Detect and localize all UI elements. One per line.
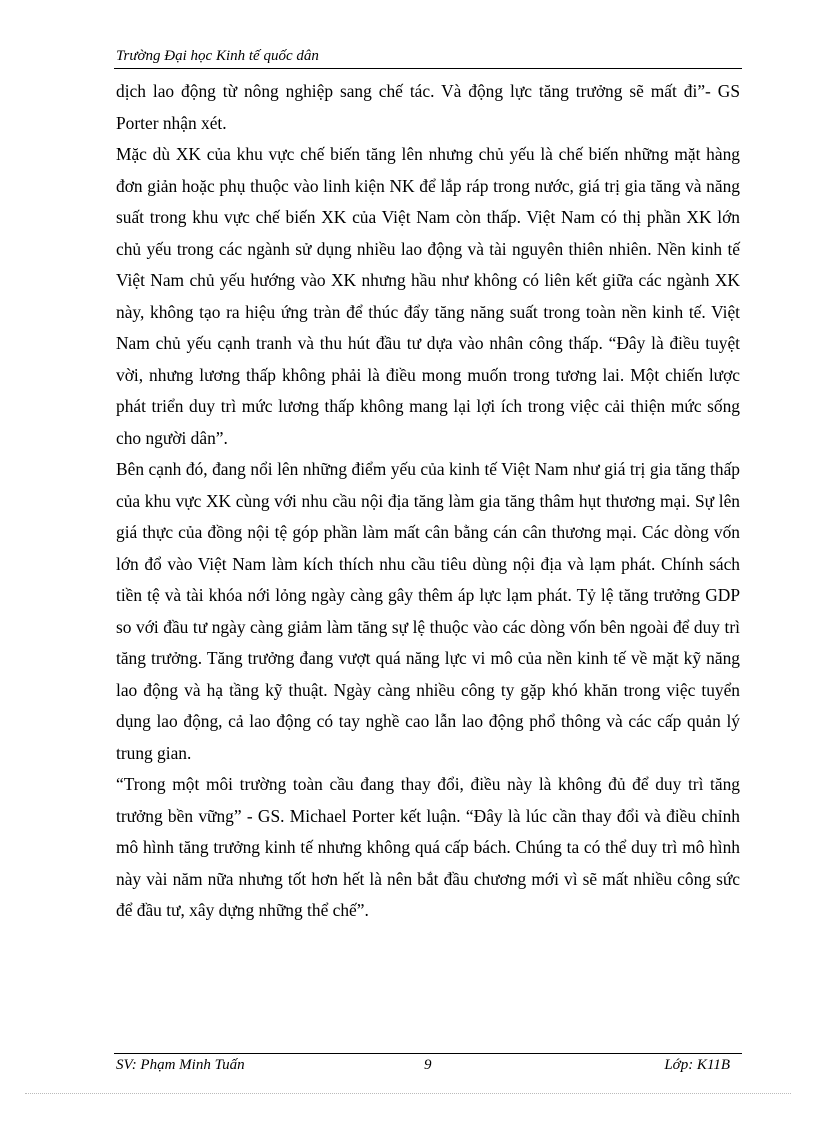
paragraph: dịch lao động từ nông nghiệp sang chế tác. Và động lực tăng trưởng sẽ mất đi”- GS Porter nhận xét.	[116, 81, 740, 133]
footer-divider	[114, 1053, 742, 1054]
page-number: 9	[424, 1057, 432, 1073]
class-label: Lớp: K11B	[664, 1057, 730, 1073]
page-header: Trường Đại học Kinh tế quốc dân	[116, 48, 319, 64]
student-name: SV: Phạm Minh Tuấn	[116, 1057, 245, 1073]
page-footer	[116, 1057, 740, 1077]
header-divider	[114, 68, 742, 69]
paragraph: Mặc dù XK của khu vực chế biến tăng lên nhưng chủ yếu là chế biến những mặt hàng đơn giản hoặc phụ thuộc vào linh kiện NK để lắp ráp trong nước, giá trị gia tăng và năng suất trong khu vực chế biến XK của Việt Nam còn thấp. Việt Nam có thị phần XK lớn chủ yếu trong các ngành sử dụng nhiều lao động và tài nguyên thiên nhiên. Nền kinh tế Việt Nam chủ yếu hướng vào XK nhưng hầu như không có liên kết giữa các ngành XK này, không tạo ra hiệu ứng tràn để thúc đẩy tăng năng suất trong toàn nền kinh tế. Việt Nam chủ yếu cạnh tranh và thu hút đầu tư dựa vào nhân công thấp. “Đây là điều tuyệt vời, nhưng lương thấp không phải là điều mong muốn trong tương lai. Một chiến lược phát triển duy trì mức lương thấp không mang lại lợi ích trong việc cải thiện mức sống cho người dân”.	[116, 144, 740, 448]
paragraph: Bên cạnh đó, đang nổi lên những điểm yếu của kinh tế Việt Nam như giá trị gia tăng thấp của khu vực XK cùng với nhu cầu nội địa tăng làm gia tăng thâm hụt thương mại. Sự lên giá thực của đồng nội tệ góp phần làm mất cân bằng cán cân thương mại. Các dòng vốn lớn đổ vào Việt Nam làm kích thích nhu cầu tiêu dùng nội địa và lạm phát. Chính sách tiền tệ và tài khóa nới lỏng ngày càng gây thêm áp lực lạm phát. Tỷ lệ tăng trưởng GDP so với đầu tư ngày càng giảm làm tăng sự lệ thuộc vào các dòng vốn bên ngoài để duy trì tăng trưởng. Tăng trưởng đang vượt quá năng lực vi mô của nền kinh tế về mặt kỹ năng lao động và hạ tầng kỹ thuật. Ngày càng nhiều công ty gặp khó khăn trong việc tuyển dụng lao động, cả lao động có tay nghề cao lẫn lao động phổ thông và các cấp quản lý trung gian.	[116, 459, 740, 763]
body-text	[116, 76, 740, 927]
page-bottom-edge	[25, 1093, 791, 1094]
paragraph: “Trong một môi trường toàn cầu đang thay đổi, điều này là không đủ để duy trì tăng trưởng bền vững” - GS. Michael Porter kết luận. “Đây là lúc cần thay đổi và điều chỉnh mô hình tăng trưởng kinh tế nhưng không quá cấp bách. Chúng ta có thể duy trì mô hình này vài năm nữa nhưng tốt hơn hết là nên bắt đầu chương mới vì sẽ mất nhiều công sức để đầu tư, xây dựng những thể chế”.	[116, 774, 740, 920]
